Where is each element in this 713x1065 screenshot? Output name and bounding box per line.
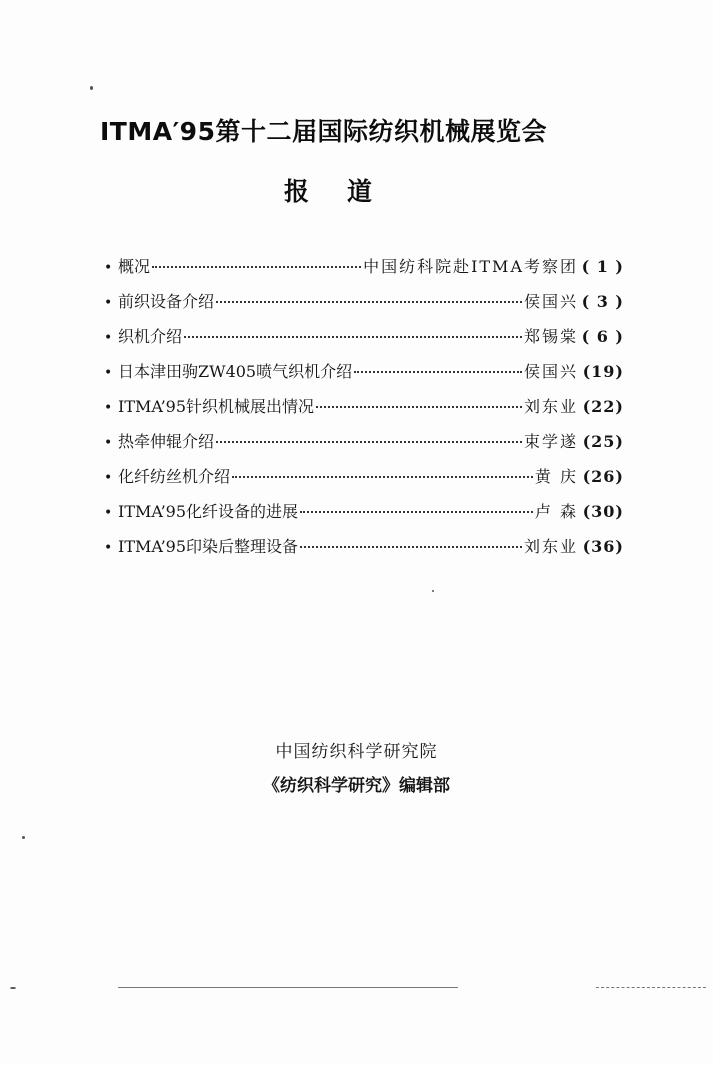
toc-entry [104, 359, 624, 394]
dot-leader [300, 545, 522, 548]
toc-entry-author: 侯国兴 [523, 292, 578, 311]
toc-entry [104, 464, 624, 499]
toc-entry-author: 刘东业 [523, 537, 578, 556]
scan-edge-line [118, 987, 458, 988]
bullet-icon: • [104, 260, 113, 276]
bullet-icon: • [104, 400, 113, 416]
toc-entry-author: 中国纺科院赴ITMA考察团 [363, 257, 578, 276]
toc-entry-author: 黄 庆 [534, 467, 578, 486]
toc-entry [104, 394, 624, 429]
publisher-institute: 中国纺织科学研究院 [275, 742, 438, 762]
dot-leader [184, 335, 522, 338]
bullet-icon: • [104, 295, 113, 311]
toc-entry-title: 日本津田驹ZW405喷气织机介绍 [118, 362, 353, 381]
dot-leader [300, 510, 533, 513]
bullet-icon: • [104, 540, 113, 556]
dot-leader [216, 440, 522, 443]
scan-speck [432, 590, 434, 592]
toc-entry-title: 热牵伸辊介绍 [118, 432, 215, 451]
toc-entry-author: 束学遂 [523, 432, 578, 451]
toc-entry [104, 534, 624, 569]
dot-leader [354, 370, 522, 373]
publisher-editorial-office: 《纺织科学研究》编辑部 [263, 776, 450, 796]
document-subtitle: 报道 [284, 177, 411, 206]
toc-entry-title: 概况 [118, 257, 151, 276]
dot-leader [232, 475, 533, 478]
toc-entry-page: ( 3 ) [581, 292, 624, 311]
toc-entry [104, 324, 624, 359]
toc-entry [104, 429, 624, 464]
toc-entry-title: 织机介绍 [118, 327, 183, 346]
toc-entry-page: (30) [582, 502, 624, 521]
scan-speck [22, 836, 25, 839]
scan-speck [10, 987, 16, 989]
toc-entry-author: 侯国兴 [523, 362, 578, 381]
table-of-contents [104, 254, 624, 569]
dot-leader [216, 300, 522, 303]
toc-entry-author: 刘东业 [523, 397, 578, 416]
scan-speck [90, 86, 93, 90]
bullet-icon: • [104, 365, 113, 381]
toc-entry [104, 289, 624, 324]
toc-entry-page: (25) [582, 432, 624, 451]
toc-entry [104, 254, 624, 289]
bullet-icon: • [104, 330, 113, 346]
toc-entry-title: 前织设备介绍 [118, 292, 215, 311]
toc-entry-title: ITMA’95印染后整理设备 [118, 537, 299, 556]
bullet-icon: • [104, 470, 113, 486]
toc-entry-page: (22) [582, 397, 624, 416]
dot-leader [152, 265, 361, 268]
toc-entry-page: (26) [582, 467, 624, 486]
toc-entry-page: ( 1 ) [581, 257, 624, 276]
toc-entry-title: ITMA’95化纤设备的进展 [118, 502, 299, 521]
document-title: ITMA′95第十二届国际纺织机械展览会 [100, 117, 547, 146]
toc-entry-page: ( 6 ) [581, 327, 624, 346]
toc-entry-author: 郑锡棠 [523, 327, 578, 346]
toc-entry-title: 化纤纺丝机介绍 [118, 467, 231, 486]
dot-leader [316, 405, 522, 408]
bullet-icon: • [104, 505, 113, 521]
toc-entry [104, 499, 624, 534]
toc-entry-page: (36) [582, 537, 624, 556]
bullet-icon: • [104, 435, 113, 451]
toc-entry-title: ITMA’95针织机械展出情况 [118, 397, 315, 416]
scan-edge-line [596, 987, 706, 988]
toc-entry-author: 卢 森 [534, 502, 578, 521]
toc-entry-page: (19) [582, 362, 624, 381]
